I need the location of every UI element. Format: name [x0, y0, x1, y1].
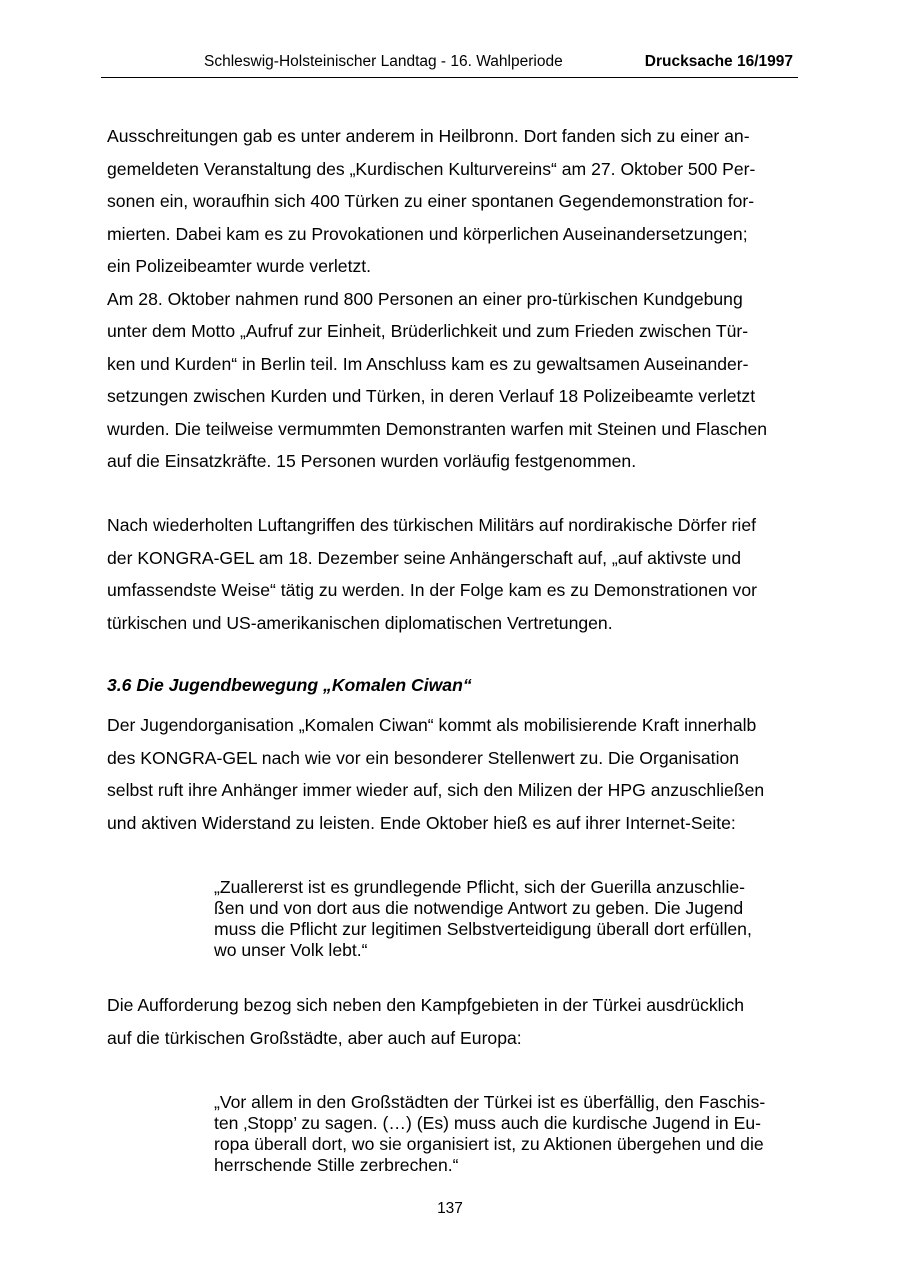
text-line: Ausschreitungen gab es unter anderem in Heilbronn. Dort fanden sich zu einer an-	[107, 126, 750, 146]
text-line: der KONGRA-GEL am 18. Dezember seine Anhängerschaft auf, „auf aktivste und	[107, 547, 742, 568]
text-line: auf die türkischen Großstädte, aber auch auf Europa:	[107, 1027, 522, 1048]
header-title: Schleswig-Holsteinischer Landtag - 16. Wahlperiode	[204, 53, 563, 70]
paragraph-aufforderung	[107, 989, 744, 1054]
quote-line: „Zuallererst ist es grundlegende Pflicht, sich der Guerilla anzuschlie-	[214, 877, 745, 897]
paragraph-kongra-gel-december	[107, 509, 757, 639]
text-line: ken und Kurden“ in Berlin teil. Im Anschluss kam es zu gewaltsamen Auseinander-	[107, 353, 749, 374]
paragraph-heilbronn-berlin	[107, 120, 767, 478]
quote-line: ßen und von dort aus die notwendige Antwort zu geben. Die Jugend	[214, 898, 744, 918]
quote-line: muss die Pflicht zur legitimen Selbstverteidigung überall dort erfüllen,	[214, 919, 752, 939]
page-number: 137	[437, 1200, 463, 1217]
document-number: Drucksache 16/1997	[644, 53, 793, 70]
text-line: Die Aufforderung bezog sich neben den Kampfgebieten in der Türkei ausdrücklich	[107, 995, 745, 1015]
text-line: gemeldeten Veranstaltung des „Kurdischen Kulturvereins“ am 27. Oktober 500 Per-	[107, 158, 756, 179]
text-line: auf die Einsatzkräfte. 15 Personen wurden vorläufig festgenommen.	[107, 451, 637, 471]
page-header	[101, 51, 798, 78]
text-line: umfassendste Weise“ tätig zu werden. In der Folge kam es zu Demonstrationen vor	[107, 580, 757, 600]
text-line: wurden. Die teilweise vermummten Demonstranten warfen mit Steinen und Flaschen	[107, 418, 768, 439]
text-line: unter dem Motto „Aufruf zur Einheit, Brüderlichkeit und zum Frieden zwischen Tür-	[107, 321, 749, 341]
text-line: Der Jugendorganisation „Komalen Ciwan“ kommt als mobilisierende Kraft innerhalb	[107, 715, 757, 735]
text-line: Am 28. Oktober nahmen rund 800 Personen an einer pro-türkischen Kundgebung	[107, 288, 743, 309]
paragraph-komalen-ciwan	[107, 709, 764, 839]
block-quote-first	[214, 877, 752, 961]
text-line: und aktiven Widerstand zu leisten. Ende Oktober hieß es auf ihrer Internet-Seite:	[107, 812, 736, 833]
text-line: ein Polizeibeamter wurde verletzt.	[107, 256, 372, 276]
text-line: Nach wiederholten Luftangriffen des türkischen Militärs auf nordirakische Dörfer rief	[107, 515, 757, 535]
text-line: des KONGRA-GEL nach wie vor ein besonderer Stellenwert zu. Die Organisation	[107, 747, 740, 768]
quote-line: wo unser Volk lebt.“	[214, 940, 368, 960]
quote-line: herrschende Stille zerbrechen.“	[214, 1155, 459, 1175]
text-line: sonen ein, woraufhin sich 400 Türken zu einer spontanen Gegendemonstration for-	[107, 191, 755, 211]
quote-line: „Vor allem in den Großstädten der Türkei ist es überfällig, den Faschis-	[214, 1092, 766, 1112]
quote-line: ten ‚Stopp’ zu sagen. (…) (Es) muss auch die kurdische Jugend in Eu-	[214, 1113, 761, 1133]
quote-line: ropa überall dort, wo sie organisiert ist, zu Aktionen übergehen und die	[214, 1134, 764, 1154]
text-line: mierten. Dabei kam es zu Provokationen und körperlichen Auseinandersetzungen;	[107, 223, 748, 244]
text-line: türkischen und US-amerikanischen diplomatischen Vertretungen.	[107, 612, 613, 633]
block-quote-second	[214, 1092, 765, 1176]
text-line: setzungen zwischen Kurden und Türken, in deren Verlauf 18 Polizeibeamte verletzt	[107, 386, 756, 406]
text-line: selbst ruft ihre Anhänger immer wieder auf, sich den Milizen der HPG anzuschließen	[107, 780, 765, 800]
section-heading: 3.6 Die Jugendbewegung „Komalen Ciwan“	[107, 675, 472, 695]
